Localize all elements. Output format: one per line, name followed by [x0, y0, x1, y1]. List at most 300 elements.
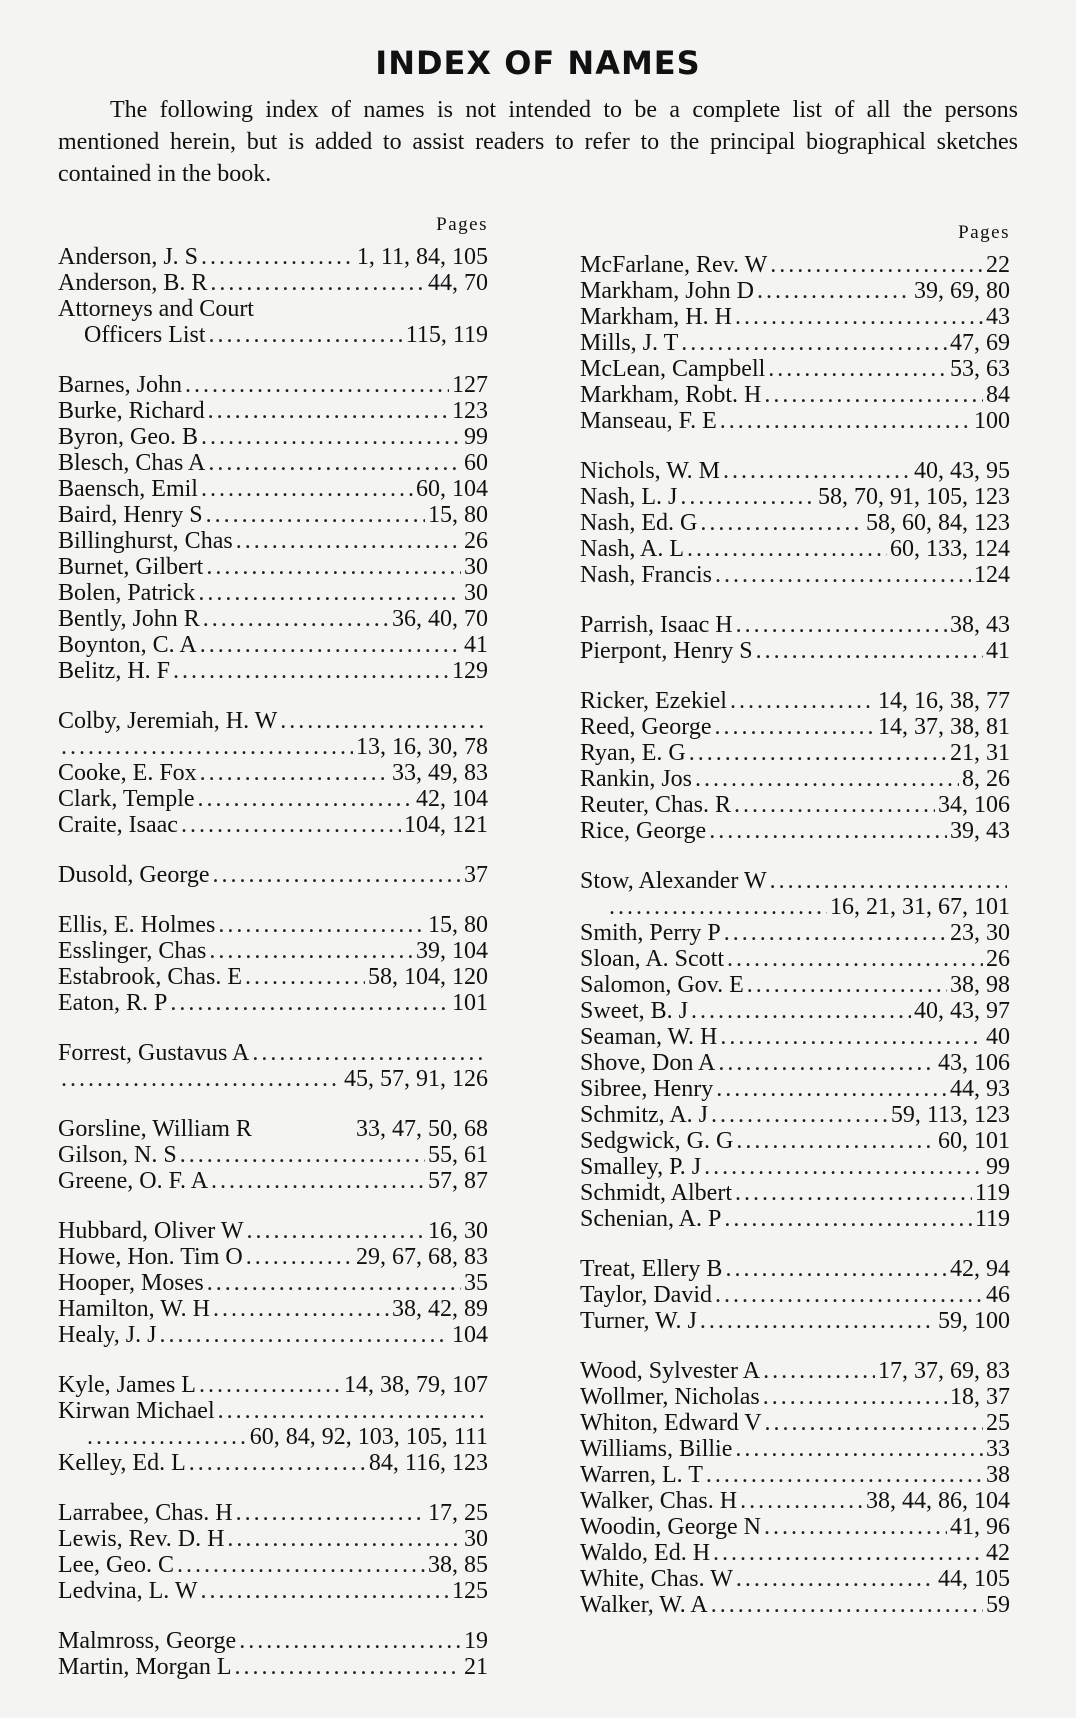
- entry-name: Eaton, R. P: [58, 990, 168, 1016]
- index-entry: [580, 894, 1010, 920]
- index-entry: [58, 398, 488, 424]
- entry-name: Seaman, W. H: [580, 1024, 718, 1050]
- entry-name: Burnet, Gilbert: [58, 554, 204, 580]
- left-column: [58, 212, 488, 1704]
- entry-name: Woodin, George N: [580, 1514, 761, 1540]
- dot-leader: [747, 972, 947, 998]
- dot-leader: [206, 502, 425, 528]
- dot-leader: [198, 786, 413, 812]
- entry-pages: 16, 21, 31, 67, 101: [830, 894, 1010, 920]
- dot-leader: [716, 1076, 947, 1102]
- index-entry: [58, 1116, 488, 1142]
- entry-name: Esslinger, Chas: [58, 938, 207, 964]
- dot-leader: [680, 484, 815, 510]
- index-entry: [58, 1296, 488, 1322]
- entry-pages: 22: [986, 252, 1010, 278]
- entry-pages: 30: [464, 1526, 488, 1552]
- entry-pages: 55, 61: [428, 1142, 488, 1168]
- entry-name: Bently, John R: [58, 606, 200, 632]
- dot-leader: [200, 632, 461, 658]
- index-group: [58, 1218, 488, 1348]
- index-entry: [580, 766, 1010, 792]
- index-entry: [580, 382, 1010, 408]
- dot-leader: [246, 1244, 353, 1270]
- entry-name: Markham, H. H: [580, 304, 732, 330]
- entry-pages: 60, 84, 92, 103, 105, 111: [249, 1424, 488, 1450]
- dot-leader: [200, 760, 389, 786]
- dot-leader: [770, 252, 983, 278]
- index-entry: [58, 938, 488, 964]
- index-entry: [580, 1102, 1010, 1128]
- entry-pages: 99: [986, 1154, 1010, 1180]
- index-group: [580, 612, 1010, 664]
- entry-name: Kirwan Michael: [58, 1398, 215, 1424]
- index-entry: [580, 1128, 1010, 1154]
- entry-pages: 38, 98: [950, 972, 1010, 998]
- entry-name: Belitz, H. F: [58, 658, 170, 684]
- entry-pages: 39, 43: [950, 818, 1010, 844]
- entry-name: Lee, Geo. C: [58, 1552, 174, 1578]
- entry-pages: 40, 43, 97: [914, 998, 1010, 1024]
- index-entry: [580, 1180, 1010, 1206]
- dot-leader: [715, 714, 875, 740]
- index-group: [58, 1116, 488, 1194]
- entry-name: Anderson, J. S: [58, 244, 199, 270]
- dot-leader: [239, 1628, 461, 1654]
- index-entry: [580, 1436, 1010, 1462]
- entry-name: Mills, J. T: [580, 330, 679, 356]
- entry-name: Pierpont, Henry S: [580, 638, 753, 664]
- entry-pages: 14, 38, 79, 107: [344, 1372, 488, 1398]
- entry-name: Rice, George: [580, 818, 707, 844]
- entry-pages: 8, 26: [962, 766, 1010, 792]
- index-entry: [58, 708, 488, 734]
- right-column: [580, 212, 1010, 1642]
- index-entry: [580, 252, 1010, 278]
- index-group: [58, 708, 488, 838]
- dot-leader: [236, 528, 461, 554]
- dot-leader: [681, 330, 947, 356]
- entry-name: Hamilton, W. H: [58, 1296, 211, 1322]
- dot-leader: [209, 938, 413, 964]
- index-entry: [580, 1384, 1010, 1410]
- dot-leader: [218, 1398, 485, 1424]
- entry-name: Rankin, Jos: [580, 766, 693, 792]
- index-entry: [580, 740, 1010, 766]
- index-entry: [58, 476, 488, 502]
- index-entry: [58, 424, 488, 450]
- entry-pages: 38, 43: [950, 612, 1010, 638]
- index-entry: [58, 606, 488, 632]
- index-entry: [58, 1628, 488, 1654]
- entry-pages: 125: [452, 1578, 488, 1604]
- dot-leader: [763, 1358, 875, 1384]
- index-entry: [580, 1566, 1010, 1592]
- entry-pages: 39, 69, 80: [914, 278, 1010, 304]
- index-entry: [58, 812, 488, 838]
- entry-name: Lewis, Rev. D. H: [58, 1526, 225, 1552]
- entry-pages: 44, 70: [428, 270, 488, 296]
- entry-name: Parrish, Isaac H: [580, 612, 733, 638]
- entry-pages: 15, 80: [428, 502, 488, 528]
- entry-pages: 44, 105: [938, 1566, 1010, 1592]
- index-entry: [58, 912, 488, 938]
- entry-pages: 33, 47, 50, 68: [356, 1116, 488, 1142]
- dot-leader: [236, 1500, 425, 1526]
- index-entry: [58, 1450, 488, 1476]
- index-entry: [58, 322, 488, 348]
- index-entry: [580, 1282, 1010, 1308]
- pages-header-left: Pages: [436, 214, 488, 235]
- index-entry: [580, 920, 1010, 946]
- dot-leader: [723, 458, 911, 484]
- index-entry: [580, 946, 1010, 972]
- dot-leader: [206, 554, 461, 580]
- index-entry: [580, 1024, 1010, 1050]
- index-entry: [580, 484, 1010, 510]
- dot-leader: [711, 1102, 888, 1128]
- entry-pages: 53, 63: [950, 356, 1010, 382]
- dot-leader: [765, 1410, 983, 1436]
- entry-name: Clark, Temple: [58, 786, 195, 812]
- dot-leader: [235, 1654, 461, 1680]
- dot-leader: [61, 734, 353, 760]
- entry-name: Byron, Geo. B: [58, 424, 198, 450]
- entry-name: Wollmer, Nicholas: [580, 1384, 760, 1410]
- entry-name: Walker, Chas. H: [580, 1488, 738, 1514]
- index-entry: [58, 244, 488, 270]
- entry-name: Schmidt, Albert: [580, 1180, 732, 1206]
- entry-name: Wood, Sylvester A: [580, 1358, 761, 1384]
- entry-pages: 129: [452, 658, 488, 684]
- entry-pages: 35: [464, 1270, 488, 1296]
- dot-leader: [159, 1322, 449, 1348]
- dot-leader: [252, 1040, 485, 1066]
- entry-name: Warren, L. T: [580, 1462, 703, 1488]
- entry-name: Hubbard, Oliver W: [58, 1218, 244, 1244]
- index-entry: [580, 1488, 1010, 1514]
- dot-leader: [720, 408, 971, 434]
- entry-pages: 59, 113, 123: [890, 1102, 1010, 1128]
- entry-name: Dusold, George: [58, 862, 210, 888]
- index-group: [580, 252, 1010, 434]
- index-entry: [58, 862, 488, 888]
- entry-pages: 38, 42, 89: [392, 1296, 488, 1322]
- index-entry: [580, 408, 1010, 434]
- entry-name: Sloan, A. Scott: [580, 946, 725, 972]
- dot-leader: [185, 372, 449, 398]
- entry-name: Hooper, Moses: [58, 1270, 204, 1296]
- dot-leader: [207, 1270, 461, 1296]
- dot-leader: [247, 1218, 425, 1244]
- entry-pages: 57, 87: [428, 1168, 488, 1194]
- dot-leader: [280, 708, 485, 734]
- entry-name: Gorsline, William R: [58, 1116, 252, 1142]
- dot-leader: [201, 476, 413, 502]
- entry-pages: 119: [974, 1180, 1010, 1206]
- index-entry: [58, 1322, 488, 1348]
- dot-leader: [180, 1142, 425, 1168]
- index-entry: [580, 818, 1010, 844]
- dot-leader: [709, 818, 947, 844]
- entry-pages: 124: [974, 562, 1010, 588]
- index-entry: [580, 330, 1010, 356]
- index-entry: [58, 296, 488, 322]
- dot-leader: [245, 964, 365, 990]
- index-entry: [58, 1552, 488, 1578]
- entry-pages: 17, 25: [428, 1500, 488, 1526]
- dot-leader: [706, 1462, 983, 1488]
- entry-name: Kelley, Ed. L: [58, 1450, 186, 1476]
- dot-leader: [704, 1154, 983, 1180]
- entry-pages: 100: [974, 408, 1010, 434]
- entry-name: Reuter, Chas. R: [580, 792, 732, 818]
- dot-leader: [711, 1592, 983, 1618]
- entry-pages: 43: [986, 304, 1010, 330]
- entry-pages: 30: [464, 554, 488, 580]
- entry-name: Healy, J. J: [58, 1322, 157, 1348]
- dot-leader: [201, 424, 461, 450]
- dot-leader: [720, 1024, 983, 1050]
- entry-name: Sweet, B. J: [580, 998, 688, 1024]
- index-entry: [580, 714, 1010, 740]
- entry-pages: 60: [464, 450, 488, 476]
- entry-name: Nash, Ed. G: [580, 510, 698, 536]
- dot-leader: [725, 1256, 947, 1282]
- index-entry: [58, 580, 488, 606]
- entry-pages: 127: [452, 372, 488, 398]
- index-group: [58, 1040, 488, 1092]
- entry-pages: 36, 40, 70: [392, 606, 488, 632]
- entry-name: Gilson, N. S: [58, 1142, 177, 1168]
- index-entry: [58, 734, 488, 760]
- entry-name: Baensch, Emil: [58, 476, 198, 502]
- entry-pages: 59, 100: [938, 1308, 1010, 1334]
- entry-pages: 17, 37, 69, 83: [878, 1358, 1010, 1384]
- entry-name: Nash, Francis: [580, 562, 712, 588]
- entry-pages: 46: [986, 1282, 1010, 1308]
- index-entry: [58, 990, 488, 1016]
- entry-name: Baird, Henry S: [58, 502, 203, 528]
- left-groups: [58, 244, 488, 1680]
- entry-name: Shove, Don A: [580, 1050, 716, 1076]
- dot-leader: [700, 510, 863, 536]
- index-group: [580, 1256, 1010, 1334]
- entry-name: Billinghurst, Chas: [58, 528, 233, 554]
- entry-pages: 25: [986, 1410, 1010, 1436]
- entry-name: Blesch, Chas A: [58, 450, 206, 476]
- entry-pages: 58, 60, 84, 123: [866, 510, 1010, 536]
- index-entry: [580, 1540, 1010, 1566]
- dot-leader: [213, 862, 461, 888]
- entry-pages: 19: [464, 1628, 488, 1654]
- index-entry: [58, 554, 488, 580]
- dot-leader: [700, 1308, 935, 1334]
- index-entry: [58, 1578, 488, 1604]
- dot-leader: [210, 270, 425, 296]
- index-entry: [58, 1040, 488, 1066]
- entry-pages: 104, 121: [404, 812, 488, 838]
- entry-name: Ricker, Ezekiel: [580, 688, 727, 714]
- index-entry: [580, 688, 1010, 714]
- entry-pages: 41, 96: [950, 1514, 1010, 1540]
- dot-leader: [764, 1514, 947, 1540]
- index-group: [580, 1358, 1010, 1618]
- entry-pages: 58, 104, 120: [368, 964, 488, 990]
- entry-name: Salomon, Gov. E: [580, 972, 744, 998]
- index-entry: [58, 1424, 488, 1450]
- entry-pages: 47, 69: [950, 330, 1010, 356]
- entry-pages: 42, 94: [950, 1256, 1010, 1282]
- entry-name: Taylor, David: [580, 1282, 712, 1308]
- index-entry: [580, 1206, 1010, 1232]
- entry-name: Nichols, W. M: [580, 458, 721, 484]
- dot-leader: [213, 1296, 389, 1322]
- dot-leader: [713, 1540, 983, 1566]
- entry-name: Ryan, E. G: [580, 740, 686, 766]
- dot-leader: [199, 1372, 341, 1398]
- entry-name: Nash, L. J: [580, 484, 678, 510]
- dot-leader: [61, 1066, 341, 1092]
- entry-pages: 58, 70, 91, 105, 123: [818, 484, 1010, 510]
- entry-name: Burke, Richard: [58, 398, 205, 424]
- dot-leader: [735, 304, 983, 330]
- entry-name: Greene, O. F. A: [58, 1168, 209, 1194]
- entry-pages: 60, 133, 124: [890, 536, 1010, 562]
- dot-leader: [770, 868, 1007, 894]
- dot-leader: [208, 398, 449, 424]
- entry-name: Treat, Ellery B: [580, 1256, 723, 1282]
- entry-name: Forrest, Gustavus A: [58, 1040, 250, 1066]
- page-title: INDEX OF NAMES: [375, 44, 701, 82]
- index-entry: [580, 638, 1010, 664]
- entry-name: Anderson, B. R: [58, 270, 208, 296]
- dot-leader: [181, 812, 401, 838]
- dot-leader: [756, 638, 983, 664]
- index-entry: [58, 502, 488, 528]
- entry-pages: 15, 80: [428, 912, 488, 938]
- index-entry: [58, 964, 488, 990]
- entry-pages: 104: [452, 1322, 488, 1348]
- entry-name: Estabrook, Chas. E: [58, 964, 242, 990]
- index-entry: [58, 1526, 488, 1552]
- entry-name: Stow, Alexander W: [580, 868, 767, 894]
- entry-name: Cooke, E. Fox: [58, 760, 197, 786]
- dot-leader: [691, 998, 911, 1024]
- index-entry: [58, 1398, 488, 1424]
- dot-leader: [715, 1282, 983, 1308]
- index-group: [58, 912, 488, 1016]
- entry-name: Attorneys and Court: [58, 296, 254, 322]
- dot-leader: [201, 1578, 449, 1604]
- entry-name: Ellis, E. Holmes: [58, 912, 216, 938]
- entry-pages: 33, 49, 83: [392, 760, 488, 786]
- index-entry: [58, 632, 488, 658]
- entry-pages: 43, 106: [938, 1050, 1010, 1076]
- dot-leader: [609, 894, 827, 920]
- dot-leader: [203, 606, 389, 632]
- entry-name: Howe, Hon. Tim O: [58, 1244, 243, 1270]
- dot-leader: [177, 1552, 425, 1578]
- entry-pages: 38, 44, 86, 104: [866, 1488, 1010, 1514]
- dot-leader: [211, 1168, 425, 1194]
- entry-name: Ledvina, L. W: [58, 1578, 198, 1604]
- entry-name: McFarlane, Rev. W: [580, 252, 768, 278]
- index-entry: [580, 304, 1010, 330]
- entry-pages: 41: [986, 638, 1010, 664]
- index-entry: [580, 356, 1010, 382]
- entry-pages: 60, 101: [938, 1128, 1010, 1154]
- index-entry: [580, 1076, 1010, 1102]
- dot-leader: [735, 1436, 983, 1462]
- dot-leader: [768, 356, 947, 382]
- entry-pages: 40: [986, 1024, 1010, 1050]
- entry-pages: 42: [986, 1540, 1010, 1566]
- index-entry: [58, 270, 488, 296]
- dot-leader: [198, 580, 461, 606]
- entry-pages: 14, 16, 38, 77: [878, 688, 1010, 714]
- index-entry: [580, 1462, 1010, 1488]
- dot-leader: [715, 562, 971, 588]
- entry-name: Schmitz, A. J: [580, 1102, 709, 1128]
- dot-leader: [208, 450, 461, 476]
- entry-pages: 37: [464, 862, 488, 888]
- entry-pages: 21: [464, 1654, 488, 1680]
- dot-leader: [730, 688, 875, 714]
- entry-name: Whiton, Edward V: [580, 1410, 762, 1436]
- index-entry: [580, 1256, 1010, 1282]
- index-group: [580, 458, 1010, 588]
- index-group: [580, 688, 1010, 844]
- index-group: [58, 1500, 488, 1604]
- entry-pages: 84, 116, 123: [368, 1450, 488, 1476]
- dot-leader: [764, 382, 983, 408]
- dot-leader: [724, 920, 947, 946]
- entry-name: Markham, Robt. H: [580, 382, 762, 408]
- dot-leader: [735, 1180, 972, 1206]
- entry-pages: 16, 30: [428, 1218, 488, 1244]
- entry-pages: 60, 104: [416, 476, 488, 502]
- dot-leader: [201, 244, 354, 270]
- index-entry: [580, 792, 1010, 818]
- entry-name: Markham, John D: [580, 278, 754, 304]
- index-entry: [580, 868, 1010, 894]
- dot-leader: [757, 278, 911, 304]
- dot-leader: [763, 1384, 947, 1410]
- right-groups: [580, 252, 1010, 1618]
- dot-leader: [718, 1050, 935, 1076]
- entry-pages: 115, 119: [405, 322, 488, 348]
- index-entry: [580, 1154, 1010, 1180]
- entry-pages: 1, 11, 84, 105: [356, 244, 488, 270]
- index-entry: [58, 760, 488, 786]
- entry-name: McLean, Campbell: [580, 356, 766, 382]
- entry-pages: 26: [986, 946, 1010, 972]
- entry-pages: 30: [464, 580, 488, 606]
- index-entry: [580, 1410, 1010, 1436]
- entry-pages: 23, 30: [950, 920, 1010, 946]
- entry-pages: 42, 104: [416, 786, 488, 812]
- index-entry: [58, 658, 488, 684]
- dot-leader: [740, 1488, 863, 1514]
- entry-pages: 33: [986, 1436, 1010, 1462]
- index-entry: [580, 510, 1010, 536]
- dot-leader: [687, 536, 887, 562]
- entry-name: White, Chas. W: [580, 1566, 733, 1592]
- dot-leader: [170, 990, 449, 1016]
- entry-name: Williams, Billie: [580, 1436, 733, 1462]
- entry-name: Kyle, James L: [58, 1372, 196, 1398]
